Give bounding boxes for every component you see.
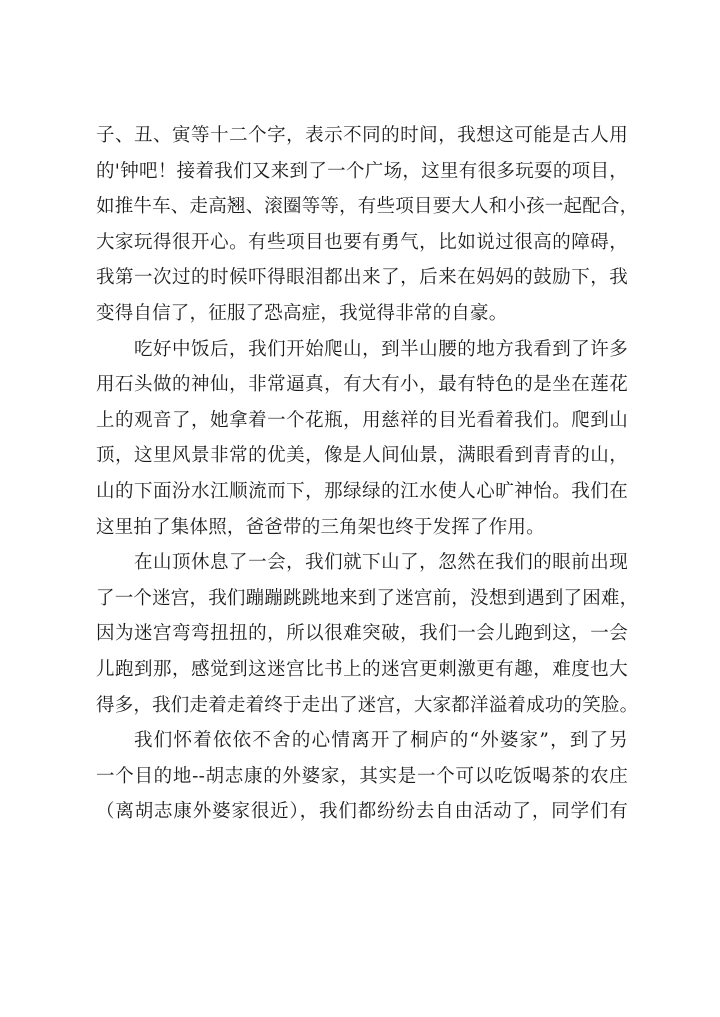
- text-line: 一个目的地--胡志康的外婆家，其实是一个可以吃饭喝茶的农庄: [96, 765, 628, 787]
- text-line: 吃好中饭后，我们开始爬山，到半山腰的地方我看到了许多: [134, 338, 628, 360]
- text-line: 的'钟吧！接着我们又来到了一个广场，这里有很多玩耍的项目，: [96, 160, 628, 182]
- text-line: 顶，这里风景非常的优美，像是人间仙景，满眼看到青青的山，: [96, 445, 628, 467]
- paragraph-3: [96, 545, 639, 723]
- text-line: 用石头做的神仙，非常逼真，有大有小，最有特色的是坐在莲花: [96, 374, 628, 396]
- text-line: 了一个迷宫，我们蹦蹦跳跳地来到了迷宫前，没想到遇到了困难，: [96, 587, 639, 609]
- text-line: 变得自信了，征服了恐高症，我觉得非常的自豪。: [96, 302, 508, 324]
- text-line: 在山顶休息了一会，我们就下山了，忽然在我们的眼前出现: [134, 552, 628, 574]
- paragraph-4: [96, 723, 628, 830]
- text-line: （离胡志康外婆家很近），我们都纷纷去自由活动了，同学们有: [96, 801, 628, 823]
- paragraph-2: [96, 332, 628, 546]
- text-line: 山的下面汾水江顺流而下，那绿绿的江水使人心旷神怡。我们在: [96, 480, 628, 502]
- text-line: 大家玩得很开心。有些项目也要有勇气，比如说过很高的障碍，: [96, 231, 628, 253]
- text-line: 我们怀着依依不舍的心情离开了桐庐的“外婆家”，到了另: [134, 730, 628, 752]
- text-line: 如推牛车、走高翘、滚圈等等，有些项目要大人和小孩一起配合，: [96, 196, 639, 218]
- document-page: [96, 118, 639, 830]
- text-line: 上的观音了，她拿着一个花瓶，用慈祥的目光看着我们。爬到山: [96, 409, 628, 431]
- text-line: 得多，我们走着走着终于走出了迷宫，大家都洋溢着成功的笑脸。: [96, 694, 639, 716]
- text-line: 这里拍了集体照，爸爸带的三角架也终于发挥了作用。: [96, 516, 545, 538]
- text-line: 子、丑、寅等十二个字，表示不同的时间，我想这可能是古人用: [96, 125, 628, 146]
- text-line: 我第一次过的时候吓得眼泪都出来了，后来在妈妈的鼓励下，我: [96, 267, 628, 289]
- text-line: 因为迷宫弯弯扭扭的，所以很难突破，我们一会儿跑到这，一会: [96, 623, 628, 645]
- text-line: 儿跑到那，感觉到这迷宫比书上的迷宫更刺激更有趣，难度也大: [96, 658, 628, 680]
- paragraph-1: [96, 118, 639, 332]
